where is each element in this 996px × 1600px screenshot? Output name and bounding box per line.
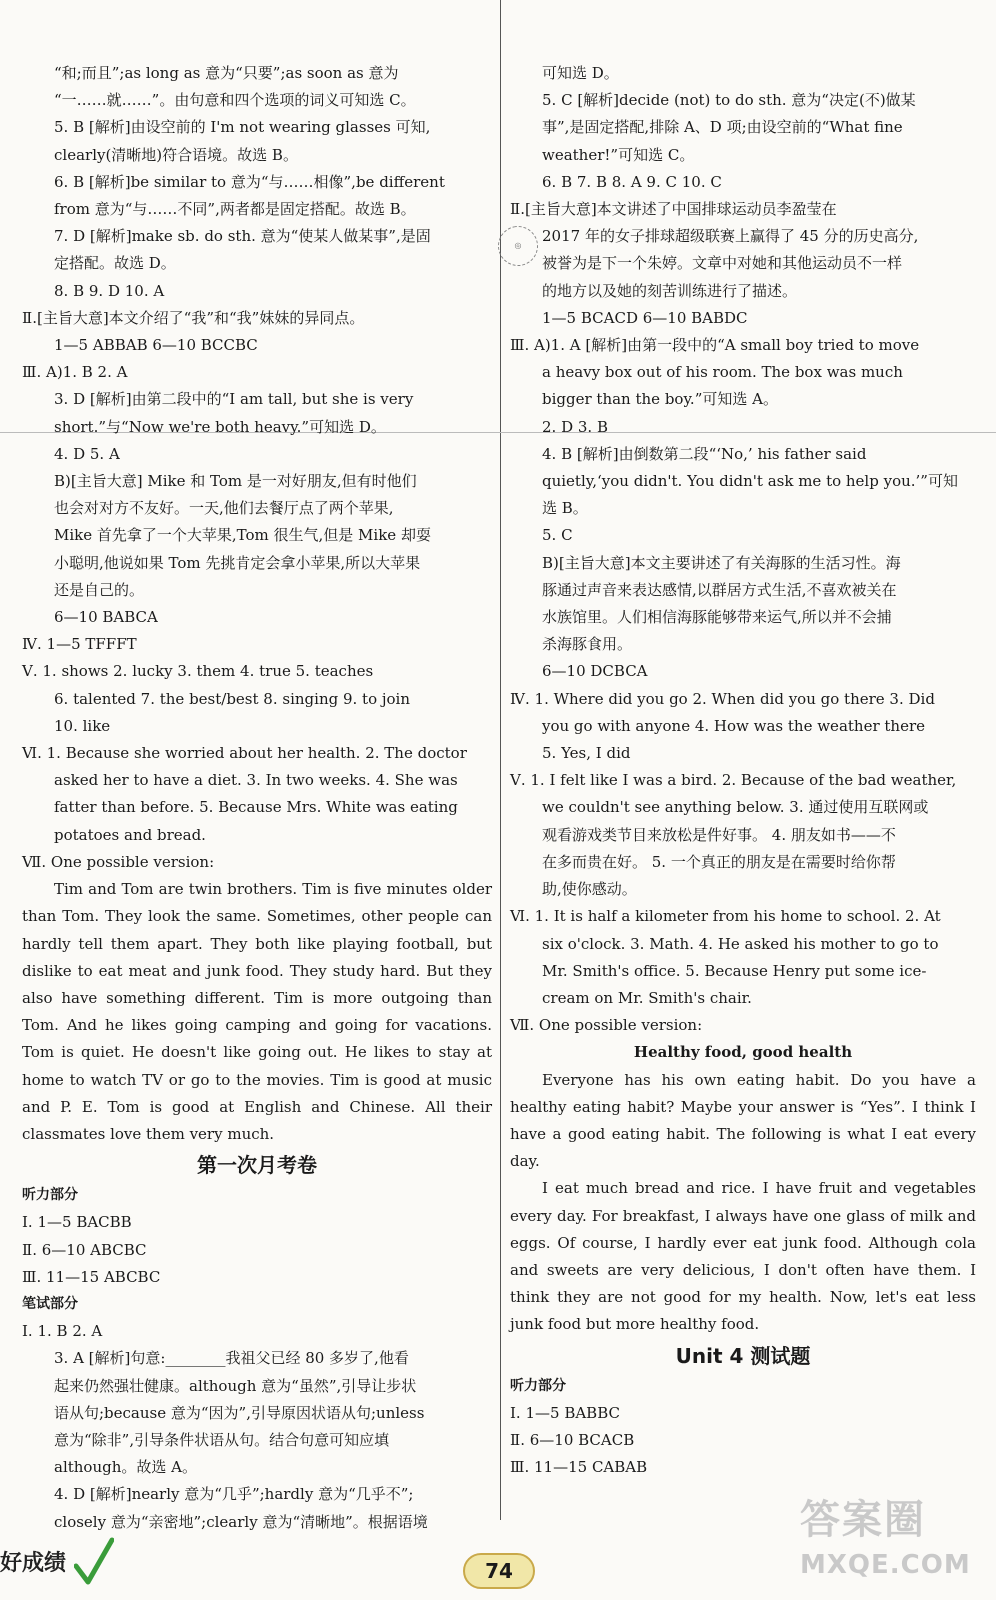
listening-answer-line: Ⅲ. 11—15 CABAB — [510, 1458, 648, 1477]
answer-line: “一……就……”。由句意和四个选项的词义可知选 C。 — [54, 91, 416, 110]
listening-answer-line: Ⅱ. 6—10 BCACB — [510, 1430, 635, 1449]
answer-line: Ⅵ. 1. Because she worried about her health. 2. The doctor — [22, 744, 467, 763]
answer-line: Ⅳ. 1—5 TFFFT — [22, 635, 137, 654]
essay-paragraph-1: Everyone has his own eating habit. Do you have a healthy eating habit? Maybe your answer is “Yes”. I think I have a good eating habit. The following is what I eat every day. — [510, 1070, 976, 1171]
answer-line: 8. B 9. D 10. A — [54, 281, 165, 300]
left-essay: Tim and Tom are twin brothers. Tim is five minutes older than Tom. They look the same. Sometimes, other people can hardly tell them apart. They both like playing football, but dislike to eat meat and junk food. They study hard. But they also have something different. Tim is more outgoing than Tom. And he likes going camping and going for vacations. Tom is quiet. He doesn't like going out. He likes to stay at home to watch TV or go to the movies. Tim is good at music and P. E. Tom is good at English and Chinese. All their classmates love them very much. — [22, 880, 492, 1143]
written-answer-line: Ⅰ. 1. B 2. A — [22, 1322, 103, 1341]
answer-line: B)[主旨大意] Mike 和 Tom 是一对好朋友,但有时他们 — [54, 472, 417, 491]
checkmark-icon — [74, 1536, 114, 1586]
written-answer-line: 4. D [解析]nearly 意为“几乎”;hardly 意为“几乎不”; — [54, 1485, 414, 1504]
right-answer-lines — [510, 60, 976, 1039]
answer-line: Ⅴ. 1. shows 2. lucky 3. them 4. true 5. teaches — [22, 662, 374, 681]
answer-line: fatter than before. 5. Because Mrs. White was eating — [54, 798, 458, 817]
answer-line: Ⅶ. One possible version: — [22, 852, 215, 871]
page-number: 74 — [463, 1553, 535, 1589]
answer-line: 3. D [解析]由第二段中的“I am tall, but she is very — [54, 390, 414, 409]
answer-line: you go with anyone 4. How was the weather there — [542, 716, 925, 735]
answer-line: Mike 首先拿了一个大苹果,Tom 很生气,但是 Mike 却耍 — [54, 526, 431, 545]
answer-line: 5. B [解析]由设空前的 I'm not wearing glasses 可知, — [54, 118, 431, 137]
answer-line: 杀海豚食用。 — [542, 635, 633, 654]
answer-line: 在多而贵在好。 5. 一个真正的朋友是在需要时给你帮 — [542, 852, 896, 871]
answer-line: 可知选 D。 — [542, 64, 619, 82]
listening-answers-unit4 — [510, 1400, 976, 1482]
essay-title: Healthy food, good health — [633, 1043, 853, 1062]
answer-line: Ⅱ.[主旨大意]本文介绍了“我”和“我”妹妹的异同点。 — [22, 308, 365, 327]
answer-line: 2017 年的女子排球超级联赛上赢得了 45 分的历史高分, — [542, 227, 919, 246]
listening-label: 听力部分 — [22, 1187, 78, 1204]
answer-line: B)[主旨大意]本文主要讲述了有关海豚的生活习性。海 — [542, 553, 901, 572]
answer-line: 7. D [解析]make sb. do sth. 意为“使某人做某事”,是固 — [54, 227, 431, 246]
left-column — [22, 60, 492, 1536]
answer-line: 6. talented 7. the best/best 8. singing 9. to join — [54, 689, 411, 708]
watermark — [800, 1495, 970, 1595]
written-answer-line: 语从句;because 意为“因为”,引导原因状语从句;unless — [54, 1403, 425, 1422]
answer-line: 水族馆里。人们相信海豚能够带来运气,所以并不会捕 — [542, 608, 892, 627]
answer-line: 6. B 7. B 8. A 9. C 10. C — [542, 172, 722, 191]
answer-line: from 意为“与……不同”,两者都是固定搭配。故选 B。 — [54, 200, 416, 219]
listening-answer-line: Ⅱ. 6—10 ABCBC — [22, 1240, 147, 1259]
listening-answers — [22, 1209, 492, 1291]
watermark-cn: 答案圈 — [800, 1497, 926, 1543]
brand-logo-text: 好成绩 — [0, 1551, 67, 1576]
answer-line: Ⅵ. 1. It is half a kilometer from his home to school. 2. At — [510, 907, 941, 926]
answer-line: 事”,是固定搭配,排除 A、D 项;由设空前的“What fine — [542, 118, 903, 137]
answer-line: quietly,‘you didn't. You didn't ask me to help you.’”可知 — [542, 472, 958, 491]
answer-line: 被誉为是下一个朱婷。文章中对她和其他运动员不一样 — [542, 254, 903, 273]
written-answer-line: 意为“除非”,引导条件状语从句。结合句意可知应填 — [54, 1430, 390, 1449]
answer-line: 6. B [解析]be similar to 意为“与……相像”,be different — [54, 172, 445, 191]
answer-line: 观看游戏类节目来放松是件好事。 4. 朋友如书——不 — [542, 825, 896, 844]
answer-line: 豚通过声音来表达感情,以群居方式生活,不喜欢被关在 — [542, 580, 897, 599]
answer-line: 1—5 ABBAB 6—10 BCCBC — [54, 336, 258, 355]
answer-line: “和;而且”;as long as 意为“只要”;as soon as 意为 — [54, 64, 399, 82]
section-title-unit4-test: Unit 4 测试题 — [675, 1343, 811, 1368]
answer-line: 1—5 BCACD 6—10 BABDC — [542, 308, 748, 327]
right-column — [510, 60, 976, 1481]
answer-line: potatoes and bread. — [54, 825, 206, 844]
answer-line: six o'clock. 3. Math. 4. He asked his mother to go to — [542, 934, 939, 953]
answer-line: Ⅱ.[主旨大意]本文讲述了中国排球运动员李盈莹在 — [510, 200, 837, 219]
answer-line: Ⅳ. 1. Where did you go 2. When did you go there 3. Did — [510, 689, 935, 708]
left-answer-lines — [22, 60, 492, 876]
answer-line: 4. B [解析]由倒数第二段“‘No,’ his father said — [542, 444, 867, 463]
answer-line: 5. Yes, I did — [542, 744, 631, 763]
watermark-en: MXQE.COM — [800, 1550, 971, 1580]
answer-line: cream on Mr. Smith's chair. — [542, 988, 752, 1007]
written-answer-line: closely 意为“亲密地”;clearly 意为“清晰地”。根据语境 — [54, 1512, 428, 1531]
answer-line: weather!”可知选 C。 — [542, 145, 695, 164]
written-answers — [22, 1318, 492, 1536]
column-divider — [500, 0, 501, 1520]
answer-line: bigger than the boy.”可知选 A。 — [542, 390, 778, 409]
answer-line: we couldn't see anything below. 3. 通过使用互联网或 — [542, 798, 929, 817]
answer-line: 还是自己的。 — [54, 580, 145, 599]
listening-answer-line: Ⅲ. 11—15 ABCBC — [22, 1267, 161, 1286]
ink-stamp: ◎ — [494, 222, 541, 269]
answer-line: Mr. Smith's office. 5. Because Henry put some ice- — [542, 961, 927, 980]
answer-line: a heavy box out of his room. The box was much — [542, 363, 903, 382]
answer-line: 10. like — [54, 716, 111, 735]
answer-line: short.”与“Now we're both heavy.”可知选 D。 — [54, 417, 386, 436]
answer-line: 小聪明,他说如果 Tom 先挑肯定会拿小苹果,所以大苹果 — [54, 553, 421, 572]
answer-line: asked her to have a diet. 3. In two weeks. 4. She was — [54, 771, 458, 790]
listening-answer-line: Ⅰ. 1—5 BACBB — [22, 1213, 132, 1232]
answer-line: 6—10 BABCA — [54, 608, 158, 627]
answer-line: 选 B。 — [542, 499, 588, 518]
answer-line: Ⅲ. A)1. B 2. A — [22, 363, 128, 382]
answer-line: 5. C [解析]decide (not) to do sth. 意为“决定(不)做某 — [542, 91, 916, 110]
written-answer-line: 3. A [解析]句意:________我祖父已经 80 多岁了,他看 — [54, 1349, 409, 1368]
answer-line: Ⅲ. A)1. A [解析]由第一段中的“A small boy tried to move — [510, 336, 920, 355]
answer-line: 6—10 DCBCA — [542, 662, 648, 681]
written-label: 笔试部分 — [22, 1295, 78, 1312]
section-title-first-monthly-exam: 第一次月考卷 — [197, 1153, 317, 1178]
answer-line: Ⅴ. 1. I felt like I was a bird. 2. Because of the bad weather, — [510, 771, 957, 790]
answer-line: Ⅶ. One possible version: — [510, 1016, 703, 1035]
answer-line: 2. D 3. B — [542, 417, 608, 436]
essay-paragraph-2: I eat much bread and rice. I have fruit and vegetables every day. For breakfast, I always have one glass of milk and eggs. Of course, I hardly ever eat junk food. Although cola and sweets are very delicious, I don't often have them. I think they are not good for my health. Now, let's eat less junk food but more healthy food. — [510, 1179, 976, 1334]
answer-line: 4. D 5. A — [54, 444, 120, 463]
written-answer-line: 起来仍然强壮健康。although 意为“虽然”,引导让步状 — [54, 1376, 417, 1395]
answer-line: 助,使你感动。 — [542, 880, 637, 899]
listening-label-unit4: 听力部分 — [510, 1377, 566, 1394]
written-answer-line: although。故选 A。 — [54, 1458, 197, 1477]
answer-line: 的地方以及她的刻苦训练进行了描述。 — [542, 281, 798, 300]
answer-line: 5. C — [542, 526, 573, 545]
answer-line: clearly(清晰地)符合语境。故选 B。 — [54, 145, 298, 164]
listening-answer-line: Ⅰ. 1—5 BABBC — [510, 1403, 620, 1422]
answer-line: 也会对对方不友好。一天,他们去餐厅点了两个苹果, — [54, 499, 394, 518]
answer-line: 定搭配。故选 D。 — [54, 254, 176, 273]
